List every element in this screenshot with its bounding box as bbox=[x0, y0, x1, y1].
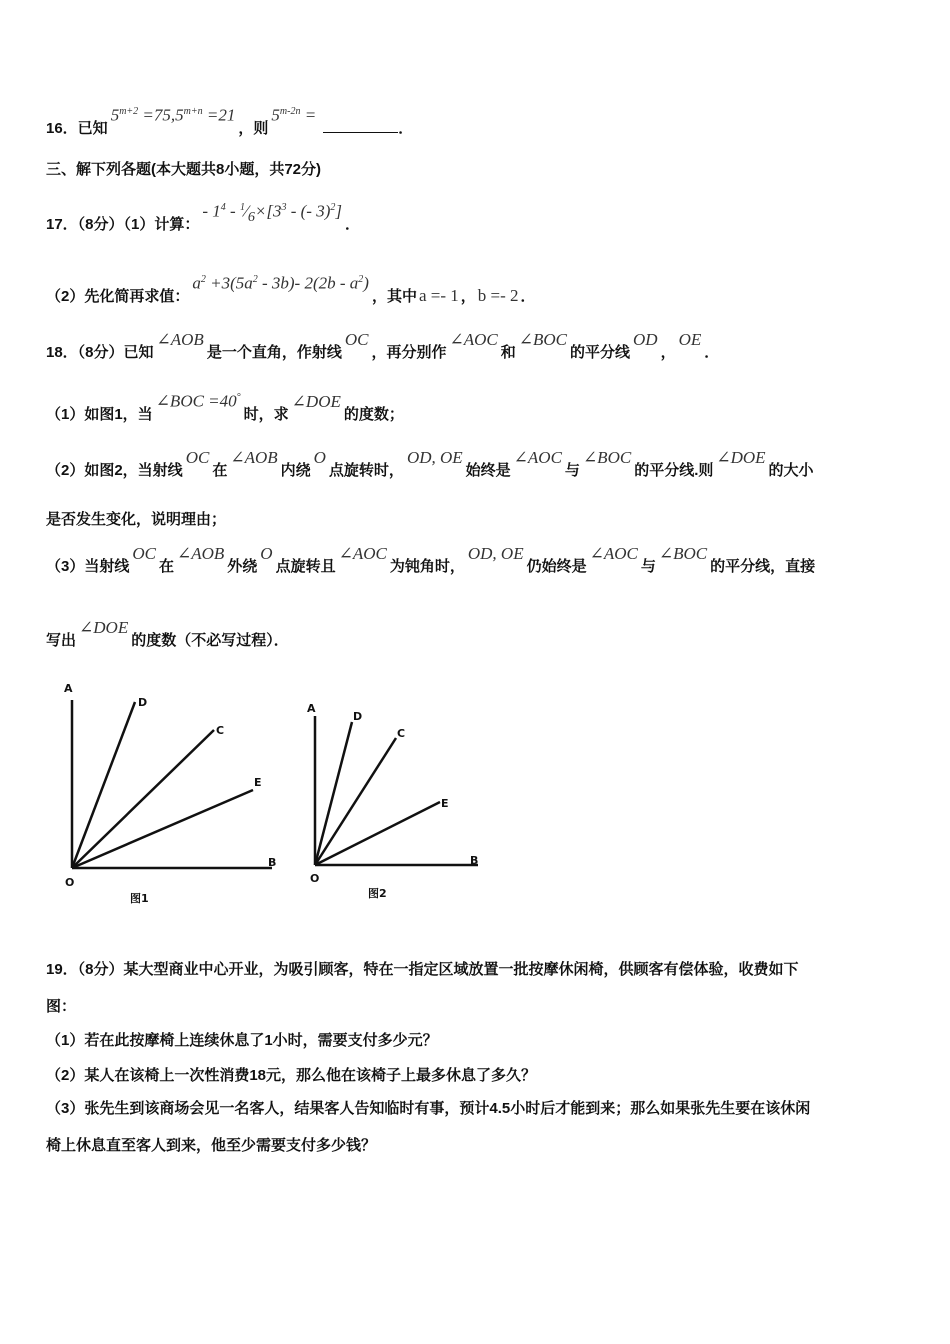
label-c: C bbox=[216, 724, 225, 737]
math-expression: ∠BOC =40° bbox=[155, 391, 241, 411]
text: 图： bbox=[46, 998, 77, 1015]
text: （2）先化简再求值： bbox=[46, 287, 190, 305]
text: 始终是 bbox=[465, 462, 511, 479]
text: 的平分线.则 bbox=[634, 462, 714, 479]
text: ， bbox=[460, 287, 476, 305]
text: 16．已知 bbox=[46, 119, 108, 137]
text: 的度数； bbox=[343, 405, 404, 423]
math-expression: O bbox=[313, 448, 326, 467]
math-expression: ∠BOC bbox=[518, 330, 567, 349]
label-o: O bbox=[310, 872, 320, 885]
math-expression: $5^{m-2n}$ = bbox=[271, 105, 317, 125]
text: 点旋转且 bbox=[275, 558, 336, 575]
math-expression: ∠DOE bbox=[716, 448, 766, 467]
text: （1）若在此按摩椅上连续休息了1小时，需要支付多少元？ bbox=[46, 1032, 438, 1049]
label-a: A bbox=[64, 682, 73, 695]
math-expression: ∠AOB bbox=[176, 544, 225, 563]
text: ，则 bbox=[238, 119, 269, 137]
text: 三、解下列各题(本大题共8小题，共72分) bbox=[46, 161, 322, 178]
label-e: E bbox=[254, 776, 262, 789]
math-expression: ∠AOB bbox=[230, 448, 278, 467]
text: 与 bbox=[640, 558, 656, 575]
text: 是否发生变化，说明理由； bbox=[46, 511, 227, 528]
ray-oe bbox=[72, 790, 253, 868]
label-d: D bbox=[138, 696, 148, 709]
text: ，再分别作 bbox=[371, 344, 447, 361]
label-b: B bbox=[470, 854, 479, 867]
math-expression: ∠AOC bbox=[589, 544, 638, 563]
math-expression: ∠AOC bbox=[338, 544, 387, 563]
text: 19．（8分）某大型商业中心开业，为吸引顾客，特在一指定区域放置一批按摩休闲椅，供顾客有偿体验，收费如下 bbox=[46, 961, 799, 978]
text: 椅上休息直至客人到来，他至少需要支付多少钱？ bbox=[46, 1137, 377, 1154]
text: 点旋转时， bbox=[328, 462, 404, 479]
text: 时，求 bbox=[243, 405, 289, 423]
text: ． bbox=[398, 119, 414, 137]
text: 的平分线 bbox=[570, 344, 631, 361]
text: （2）某人在该椅上一次性消费18元，那么他在该椅子上最多休息了多久？ bbox=[46, 1067, 537, 1084]
math-value: a =- 1 bbox=[418, 285, 459, 305]
text: ． bbox=[704, 344, 720, 361]
math-expression: OC bbox=[132, 544, 156, 563]
label-c: C bbox=[397, 727, 406, 740]
text: ， bbox=[660, 344, 676, 361]
text: 和 bbox=[500, 344, 516, 361]
math-expression: $5^{m+2} =75,5^{m+n} =21$ bbox=[110, 105, 236, 125]
text: 的平分线，直接 bbox=[710, 558, 816, 575]
math-expression: $a^2 +3(5a^2 - 3b)-$ $2(2b - a^2)$ bbox=[192, 273, 369, 293]
text: 写出 bbox=[46, 632, 77, 649]
text: （1）如图1，当 bbox=[46, 405, 153, 423]
math-expression: ∠BOC bbox=[658, 544, 708, 563]
math-expression: OD, OE bbox=[406, 448, 463, 467]
text: （2）如图2，当射线 bbox=[46, 462, 183, 479]
math-expression: O bbox=[260, 544, 273, 563]
text: 为钝角时， bbox=[389, 558, 465, 575]
math-expression: - $1^4$ - $^1⁄_6\times[3^3$ - (- 3)$^2$] bbox=[202, 201, 343, 226]
math-expression: ∠DOE bbox=[79, 618, 129, 637]
text: 在 bbox=[212, 462, 228, 479]
text: 内绕 bbox=[280, 462, 311, 479]
text: ． bbox=[345, 215, 361, 233]
math-expression: ∠AOB bbox=[156, 330, 204, 349]
figure-1 bbox=[72, 700, 272, 868]
math-value: b =- 2 bbox=[477, 285, 519, 305]
text: （3）当射线 bbox=[46, 558, 130, 575]
math-expression: OC bbox=[344, 330, 369, 349]
math-expression: OD bbox=[633, 330, 658, 349]
math-expression: ∠DOE bbox=[291, 391, 341, 411]
label-o: O bbox=[65, 876, 75, 889]
text: 与 bbox=[564, 462, 580, 479]
figure-1-caption: 图1 bbox=[130, 892, 149, 905]
math-expression: OC bbox=[185, 448, 210, 467]
text: 的大小 bbox=[768, 462, 814, 479]
text: 仍始终是 bbox=[526, 558, 587, 575]
ray-od bbox=[72, 702, 135, 868]
figure-2-caption: 图2 bbox=[368, 887, 387, 900]
math-expression: ∠AOC bbox=[449, 330, 498, 349]
math-expression: ∠BOC bbox=[582, 448, 632, 467]
math-expression: OD, OE bbox=[467, 544, 524, 563]
text: 外绕 bbox=[227, 558, 258, 575]
text: 18．（8分）已知 bbox=[46, 344, 154, 361]
text: ，其中 bbox=[371, 287, 417, 305]
label-e: E bbox=[441, 797, 449, 810]
math-expression: OE bbox=[678, 330, 702, 349]
math-expression: ∠AOC bbox=[513, 448, 562, 467]
ray-od bbox=[315, 722, 352, 865]
text: ． bbox=[520, 287, 536, 305]
label-a: A bbox=[307, 702, 316, 715]
text: 的度数（不必写过程）． bbox=[131, 632, 289, 649]
ray-oc bbox=[72, 730, 214, 868]
text: 17．（8分）（1）计算： bbox=[46, 215, 200, 233]
text: （3）张先生到该商场会见一名客人，结果客人告知临时有事，预计4.5小时后才能到来；那么如果张先生要在该休闲 bbox=[46, 1100, 811, 1117]
text: 在 bbox=[158, 558, 174, 575]
label-b: B bbox=[268, 856, 277, 869]
label-d: D bbox=[353, 710, 363, 723]
text: 是一个直角，作射线 bbox=[206, 344, 342, 361]
